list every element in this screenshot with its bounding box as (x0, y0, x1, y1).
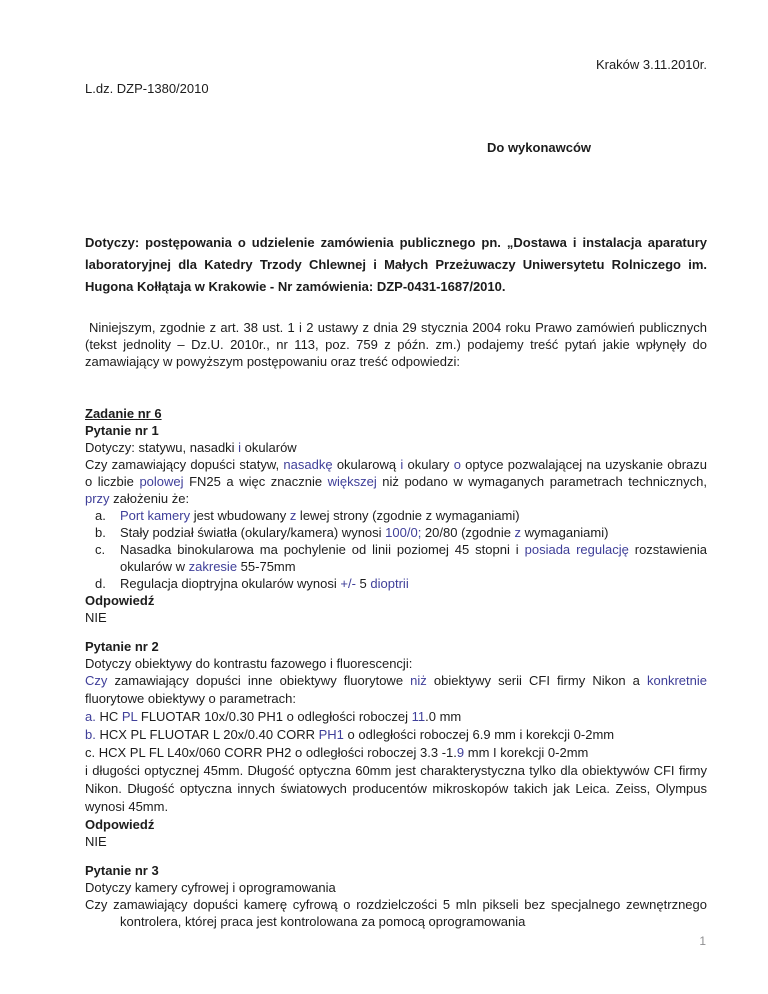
accent-text: 100/0; (385, 525, 422, 540)
question-block (85, 422, 707, 626)
text-run: i długości optycznej 45mm. Długość optyczna 60mm jest charakterystyczna tylko dla obiektywów CFI firmy Nikon. Długość optyczna innych światowych producentów mikroskopów takich jak Leica. Zeiss, Olympus wynosi 45mm. (85, 763, 707, 814)
text-run: HCX PL FLUOTAR L 20x/0.40 CORR (95, 727, 319, 742)
accent-text: b. (85, 727, 96, 742)
text-run: obiektywy serii CFI firmy Nikon a (426, 673, 648, 688)
question-paragraph (85, 762, 707, 816)
question-block (85, 862, 707, 930)
accent-text: polowej (139, 474, 184, 489)
text-run: Odpowiedź (85, 817, 155, 832)
accent-text: przy (85, 491, 110, 506)
text-run: założeniu że: (109, 491, 190, 506)
text-run: mm I korekcji 0-2mm (464, 745, 589, 760)
task-heading: Zadanie nr 6 (85, 406, 162, 421)
questions-container (85, 422, 707, 930)
text-run: okulary (403, 457, 454, 472)
addressee: Do wykonawców (487, 140, 592, 155)
date-line (85, 56, 707, 73)
accent-text: większej (327, 474, 377, 489)
accent-text: posiada regulację (524, 542, 629, 557)
accent-text: o (453, 457, 461, 472)
list-item (85, 507, 707, 524)
text-run: Dotyczy: statywu, nasadki (85, 440, 239, 455)
accent-text: z (289, 508, 297, 523)
text-run: FLUOTAR 10x/0.30 PH1 o odległości roboczej (137, 709, 412, 724)
question-title: Pytanie nr 3 (85, 863, 159, 878)
accent-text: konkretnie (647, 673, 707, 688)
dotyczy-line (85, 655, 707, 672)
text-run: Dotyczy obiektywy do kontrastu fazowego i fluorescencji: (85, 656, 413, 671)
list-marker: b. (95, 525, 106, 540)
question-title: Pytanie nr 2 (85, 639, 159, 654)
text-run: fluorytowe obiektywy o parametrach: (85, 691, 296, 706)
accent-text: Port kamery (120, 508, 191, 523)
accent-text: niż (410, 673, 427, 688)
dotyczy-line (85, 879, 707, 896)
accent-text: i (238, 440, 242, 455)
text-run: Regulacja dioptryjna okularów wynosi (120, 576, 341, 591)
text-run: Czy zamawiający dopuści statyw, (85, 457, 284, 472)
accent-text: +/- (340, 576, 356, 591)
text-run: Stały podział światła (okulary/kamera) wynosi (120, 525, 386, 540)
text-run: Odpowiedź (85, 593, 155, 608)
list-item (85, 575, 707, 592)
answer-label (85, 816, 707, 833)
text-run: Czy zamawiający dopuści kamerę cyfrową o rozdzielczości 5 mln pikseli bez specjalnego zewnętrznego kontrolera, której praca jest kontrolowana za pomocą oprogramowania (85, 897, 707, 929)
accent-text: PL (121, 709, 138, 724)
text-run: lewej strony (zgodnie z wymaganiami) (296, 508, 520, 523)
accent-text: zakresie (188, 559, 238, 574)
accent-text: a. (85, 709, 96, 724)
dotyczy-line (85, 439, 707, 456)
subject-paragraph: Dotyczy: postępowania o udzielenie zamówienia publicznego pn. „Dostawa i instalacja aparatury laboratoryjnej dla Katedry Trzody Chlewnej i Małych Przeżuwaczy Uniwersytetu Rolniczego im. Hugona Kołłątaja w Krakowie - Nr zamówienia: DZP-0431-1687/2010. (85, 235, 707, 294)
spec-line (85, 744, 707, 762)
city-date: Kraków 3.11.2010r. (595, 57, 707, 72)
question-block (85, 638, 707, 850)
text-run: 55-75mm (237, 559, 296, 574)
question-paragraph (85, 896, 707, 930)
list-item-text (120, 575, 707, 592)
text-run: NIE (85, 610, 107, 625)
accent-text: nasadkę (283, 457, 333, 472)
list-marker: c. (95, 542, 106, 557)
list-marker: a. (95, 508, 106, 523)
text-run: jest wbudowany (190, 508, 290, 523)
accent-text: z (514, 525, 522, 540)
list-item (85, 541, 707, 575)
text-run: okularów (241, 440, 297, 455)
reference-number: L.dz. DZP-1380/2010 (85, 81, 209, 96)
accent-text: Czy (85, 673, 108, 688)
list-item (85, 524, 707, 541)
list-marker: d. (95, 576, 106, 591)
text-run: NIE (85, 834, 107, 849)
spec-line (85, 708, 707, 726)
text-run: 5 (355, 576, 371, 591)
page-number: 1 (699, 934, 706, 948)
text-run: FN25 a więc znacznie (183, 474, 328, 489)
answer-value (85, 833, 707, 850)
intro-paragraph: Niniejszym, zgodnie z art. 38 ust. 1 i 2 ustawy z dnia 29 stycznia 2004 roku Prawo zamówień publicznych (tekst jednolity – Dz.U. 2010r., nr 113, poz. 759 z późn. zm.) podajemy treść pytań jakie wpłynęły do zamawiający w powyższym postępowaniu oraz treść odpowiedzi: (85, 320, 707, 369)
accent-text: PH1 (318, 727, 344, 742)
text-run: .0 mm (425, 709, 462, 724)
text-run: niż podano w wymaganych parametrach technicznych, (376, 474, 707, 489)
text-run: Nasadka binokularowa ma pochylenie od linii poziomej 45 stopni i (120, 542, 525, 557)
accent-text: 11 (411, 709, 426, 724)
text-run: zamawiający dopuści inne obiektywy fluorytowe (107, 673, 411, 688)
text-run: okularową (332, 457, 401, 472)
text-run: 20/80 (zgodnie (421, 525, 515, 540)
spec-line (85, 726, 707, 744)
accent-text: 9 (456, 745, 465, 760)
answer-value (85, 609, 707, 626)
text-run: o odległości roboczej 6.9 mm i korekcji 0-2mm (343, 727, 615, 742)
text-run: HC (95, 709, 122, 724)
answer-label (85, 592, 707, 609)
text-run: Dotyczy kamery cyfrowej i oprogramowania (85, 880, 336, 895)
list-item-text (120, 524, 707, 541)
text-run: rozstawienia okularów w (120, 542, 707, 574)
accent-text: dioptrii (370, 576, 409, 591)
accent-text: i (400, 457, 404, 472)
list-item-text (120, 541, 707, 575)
question-paragraph (85, 456, 707, 507)
list-item-text (120, 507, 707, 524)
text-run: wymaganiami) (521, 525, 609, 540)
question-paragraph (85, 672, 707, 708)
question-title: Pytanie nr 1 (85, 423, 159, 438)
text-run: optyce pozwalającej na uzyskanie obrazu o liczbie (85, 457, 707, 489)
text-run: c. HCX PL FL L40x/060 CORR PH2 o odległości roboczej 3.3 -1. (85, 745, 457, 760)
